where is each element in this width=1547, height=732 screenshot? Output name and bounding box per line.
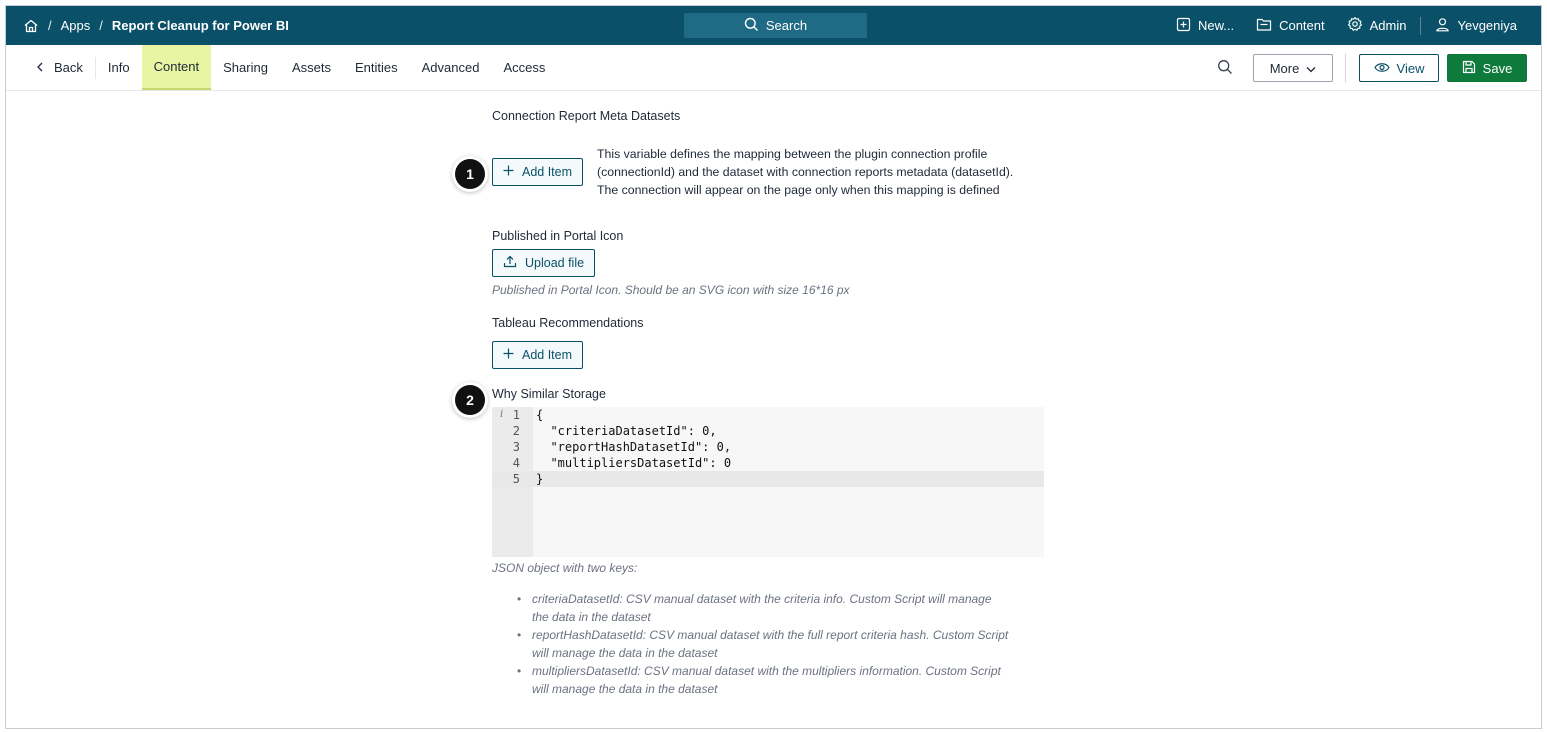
description-line: The connection will appear on the page only when this mapping is defined [597, 183, 1000, 197]
eye-icon [1374, 61, 1390, 76]
breadcrumb [23, 18, 289, 34]
tab-info[interactable]: Info [107, 60, 130, 75]
list-item-line: will manage the data in the dataset [532, 682, 718, 696]
home-icon[interactable] [23, 18, 39, 34]
user-menu-button[interactable] [1435, 17, 1517, 35]
search-icon [744, 17, 759, 35]
add-item-label: Add Item [522, 348, 573, 362]
list-item [517, 590, 1047, 626]
why-similar-storage-label: Why Similar Storage [492, 387, 606, 401]
global-search-button[interactable] [684, 13, 867, 38]
code-text: "multipliersDatasetId": 0 [536, 456, 732, 470]
top-actions [1176, 6, 1517, 45]
plus-icon [503, 348, 514, 362]
user-icon [1435, 17, 1450, 35]
content-label: Content [1279, 18, 1325, 33]
code-line-active [492, 471, 1044, 487]
list-item [517, 626, 1047, 662]
plus-icon [503, 165, 514, 179]
view-label: View [1396, 60, 1425, 76]
list-item-line: • criteriaDatasetId: CSV manual dataset with the criteria info. Custom Script will manage [532, 592, 992, 606]
new-button[interactable] [1176, 17, 1234, 35]
upload-file-button[interactable] [492, 249, 595, 277]
plus-square-icon [1176, 17, 1191, 35]
tab-advanced[interactable]: Advanced [421, 60, 480, 75]
search-label: Search [765, 18, 808, 33]
search-icon[interactable] [1217, 59, 1233, 78]
callout-badge-1: 1 [455, 159, 485, 189]
tableau-recommendations-label: Tableau Recommendations [492, 316, 644, 330]
tab-entities[interactable]: Entities [354, 60, 398, 75]
save-label: Save [1482, 60, 1513, 76]
info-icon: i [500, 409, 504, 420]
chevron-left-icon [36, 60, 44, 75]
why-similar-hint: JSON object with two keys: [492, 561, 638, 575]
code-text: { [536, 408, 544, 422]
user-label: Yevgeniya [1457, 18, 1517, 33]
list-item [517, 662, 1047, 698]
page-toolbar [1217, 54, 1527, 82]
connection-meta-label: Connection Report Meta Datasets [492, 109, 681, 123]
line-number: 1 [512, 408, 520, 422]
portal-icon-hint: Published in Portal Icon. Should be an SVG icon with size 16*16 px [492, 283, 850, 297]
divider [1420, 17, 1421, 35]
code-text: "reportHashDatasetId": 0, [536, 440, 732, 454]
why-similar-key-list [517, 590, 1047, 698]
tab-assets[interactable]: Assets [291, 60, 331, 75]
tableau-add-item-button[interactable] [492, 341, 583, 369]
app-window [5, 5, 1542, 729]
list-item-line: • multipliersDatasetId: CSV manual dataset with the multipliers information. Custom Script [532, 664, 1001, 678]
upload-icon [503, 255, 517, 271]
admin-label: Admin [1369, 18, 1407, 33]
top-navigation-bar [6, 6, 1541, 45]
list-item-line: will manage the data in the dataset [532, 646, 718, 660]
more-label: More [1269, 60, 1300, 76]
admin-button[interactable] [1347, 16, 1407, 35]
list-item-line: the data in the dataset [532, 610, 651, 624]
callout-badge-2: 2 [455, 385, 485, 415]
tab-sharing[interactable]: Sharing [223, 60, 268, 75]
chevron-down-icon [1306, 61, 1316, 76]
line-number: 3 [512, 440, 520, 454]
divider [1345, 54, 1346, 82]
new-label: New... [1197, 18, 1235, 33]
breadcrumb-separator: / [99, 18, 103, 33]
json-code-editor[interactable] [492, 407, 1044, 557]
code-line [492, 407, 1044, 423]
tab-bar [6, 45, 1541, 91]
tab-access[interactable]: Access [503, 60, 546, 75]
breadcrumb-separator: / [48, 18, 52, 33]
code-text: } [536, 472, 544, 486]
connection-meta-description [597, 145, 1013, 199]
tab-content[interactable]: Content [142, 45, 212, 90]
description-line: (connectionId) and the dataset with connection reports metadata (datasetId). [597, 165, 1014, 179]
line-number: 4 [512, 456, 520, 470]
content-button[interactable] [1256, 17, 1325, 35]
code-line [492, 455, 1044, 471]
portal-icon-label: Published in Portal Icon [492, 229, 624, 243]
description-line: This variable defines the mapping between the plugin connection profile [597, 147, 988, 161]
connection-meta-add-item-button[interactable] [492, 158, 583, 186]
breadcrumb-apps[interactable]: Apps [60, 18, 91, 33]
code-line [492, 423, 1044, 439]
back-button[interactable] [6, 57, 96, 79]
breadcrumb-current: Report Cleanup for Power BI [111, 18, 289, 33]
back-label: Back [54, 60, 83, 75]
upload-file-label: Upload file [525, 256, 585, 270]
line-number: 5 [512, 472, 520, 486]
gear-icon [1347, 16, 1363, 35]
save-icon [1462, 60, 1476, 77]
more-dropdown-button[interactable] [1253, 54, 1333, 82]
list-item-line: • reportHashDatasetId: CSV manual dataset with the full report criteria hash. Custom Script [532, 628, 1009, 642]
code-text: "criteriaDatasetId": 0, [536, 424, 717, 438]
line-number: 2 [512, 424, 520, 438]
code-line [492, 439, 1044, 455]
add-item-label: Add Item [522, 165, 573, 179]
content-icon [1256, 17, 1272, 35]
view-button[interactable] [1359, 54, 1439, 82]
save-button[interactable] [1447, 54, 1527, 82]
